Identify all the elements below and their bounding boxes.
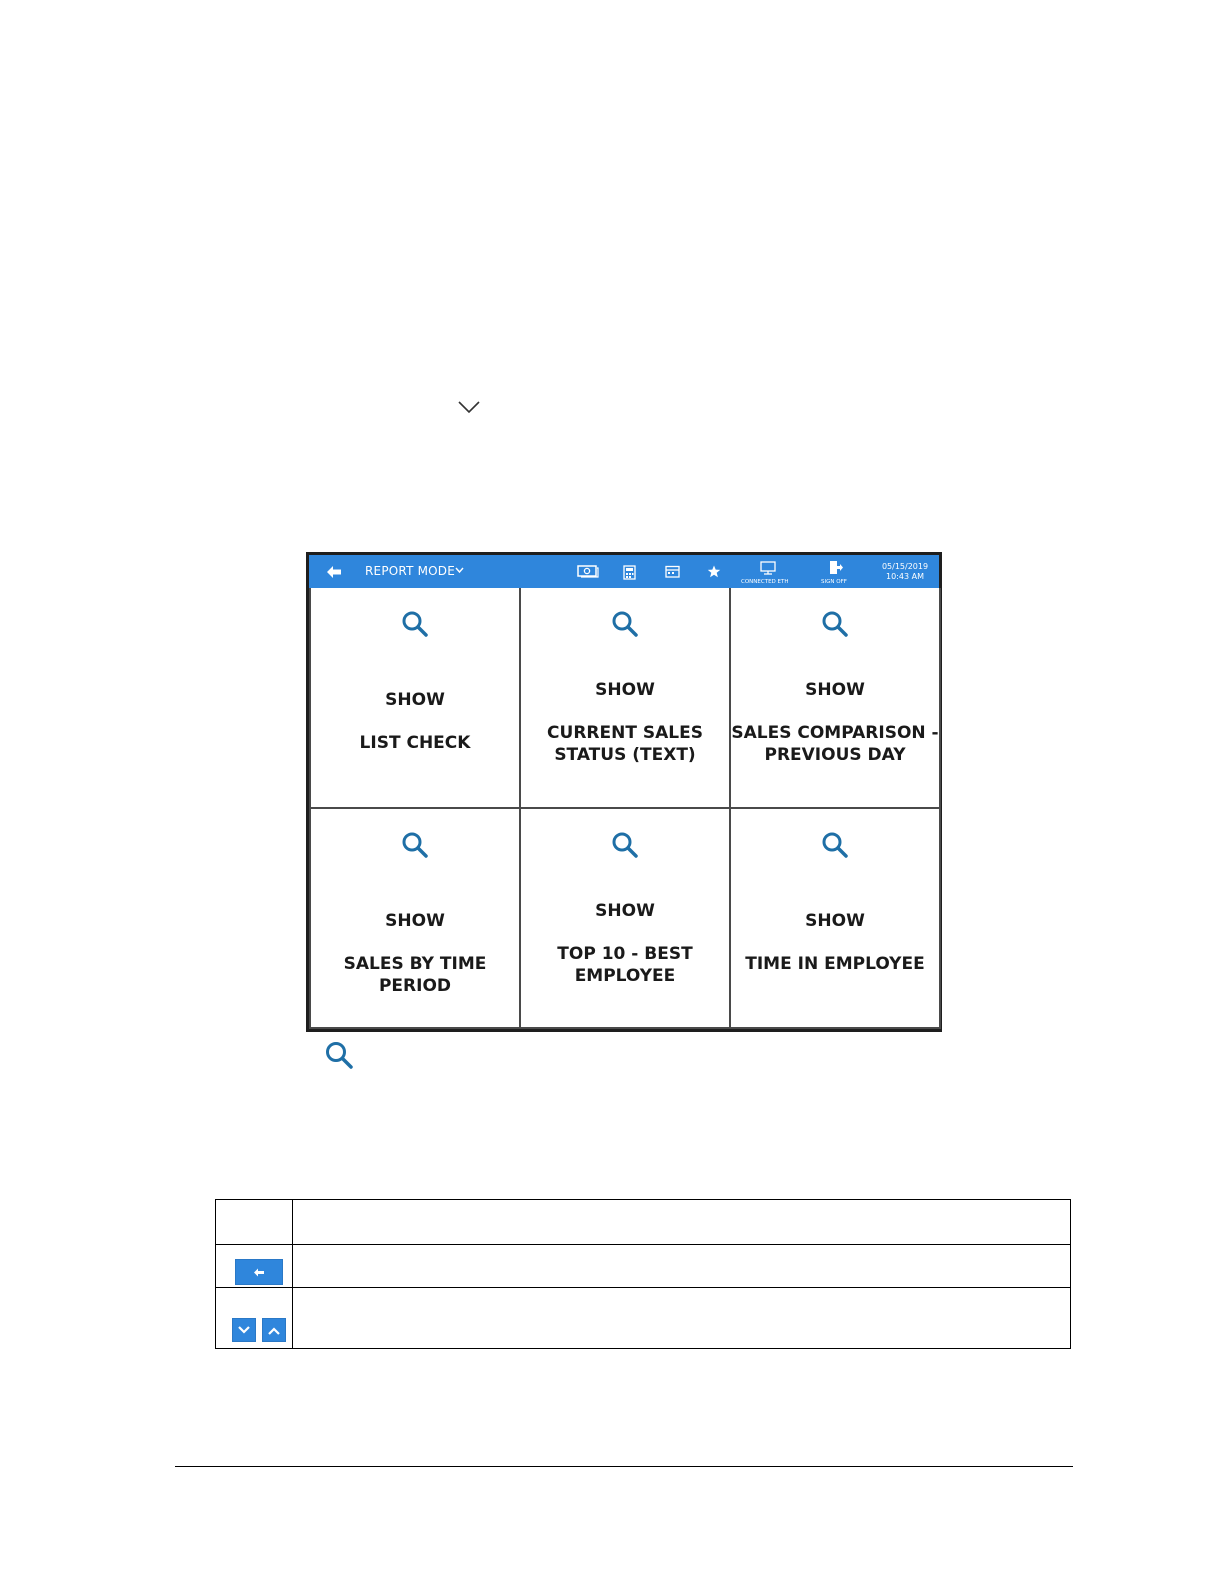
tile-name-line1: TOP 10 - BEST <box>557 944 693 964</box>
time-text: 10:43 AM <box>886 572 924 581</box>
chevron-down-icon <box>458 400 480 414</box>
sign-off-label[interactable]: SIGN OFF <box>821 579 847 585</box>
tile-show-label: SHOW <box>595 680 655 700</box>
cash-icon[interactable] <box>577 564 599 578</box>
date-text: 05/15/2019 <box>881 562 929 571</box>
table-row <box>216 1288 1071 1349</box>
calculator-icon[interactable] <box>623 565 636 580</box>
top-bar <box>309 555 939 588</box>
tile-sales-comparison-previous-day[interactable] <box>731 588 941 809</box>
table-cell <box>293 1245 1071 1288</box>
back-arrow-icon[interactable] <box>327 566 341 578</box>
magnifier-icon <box>324 1040 354 1070</box>
report-grid <box>309 588 939 1029</box>
connection-status: CONNECTED ETH <box>741 579 789 585</box>
chevron-up-icon <box>268 1327 280 1335</box>
magnifier-icon <box>401 831 429 859</box>
magnifier-icon <box>611 610 639 638</box>
tile-top-10-best-employee[interactable] <box>521 809 731 1029</box>
magnifier-icon <box>401 610 429 638</box>
magnifier-icon <box>821 610 849 638</box>
table-cell <box>216 1245 293 1288</box>
tile-name-line1: SALES BY TIME PERIOD <box>343 954 487 996</box>
table-cell <box>216 1288 293 1349</box>
table-row <box>216 1200 1071 1245</box>
tile-show-label: SHOW <box>595 901 655 921</box>
pos-screenshot <box>306 552 942 1032</box>
chevron-down-icon <box>238 1326 250 1334</box>
table-cell <box>216 1200 293 1245</box>
mode-dropdown-label[interactable]: REPORT MODE <box>365 564 456 578</box>
tile-name-line2: STATUS (TEXT) <box>554 745 696 765</box>
chevron-down-icon[interactable] <box>455 567 464 574</box>
footer-divider <box>175 1466 1073 1467</box>
magnifier-icon <box>821 831 849 859</box>
tile-name-line1: TIME IN EMPLOYEE <box>745 954 925 974</box>
back-arrow-icon <box>254 1268 264 1277</box>
tile-name-line2: PREVIOUS DAY <box>764 745 906 765</box>
tile-show-label: SHOW <box>805 911 865 931</box>
tile-list-check[interactable] <box>309 588 521 809</box>
table-cell <box>293 1200 1071 1245</box>
legend-table <box>215 1199 1071 1349</box>
tile-name-line2: EMPLOYEE <box>574 966 676 986</box>
tile-name-line1: LIST CHECK <box>359 733 471 753</box>
tile-show-label: SHOW <box>385 690 445 710</box>
sign-off-icon[interactable] <box>829 560 843 576</box>
star-icon[interactable] <box>707 565 721 578</box>
calendar-icon[interactable] <box>665 565 680 578</box>
tile-sales-by-time-period[interactable] <box>309 809 521 1029</box>
scroll-up-button[interactable] <box>262 1318 286 1342</box>
scroll-down-button[interactable] <box>232 1318 256 1342</box>
magnifier-icon <box>611 831 639 859</box>
tile-show-label: SHOW <box>805 680 865 700</box>
tile-name-line1: CURRENT SALES <box>547 723 703 743</box>
table-row <box>216 1245 1071 1288</box>
tile-current-sales-status[interactable] <box>521 588 731 809</box>
tile-name-line1: SALES COMPARISON - <box>731 723 939 743</box>
table-cell <box>293 1288 1071 1349</box>
datetime <box>875 562 935 582</box>
tile-show-label: SHOW <box>385 911 445 931</box>
tile-time-in-employee[interactable] <box>731 809 941 1029</box>
back-button[interactable] <box>235 1259 283 1285</box>
monitor-icon[interactable] <box>760 561 776 575</box>
